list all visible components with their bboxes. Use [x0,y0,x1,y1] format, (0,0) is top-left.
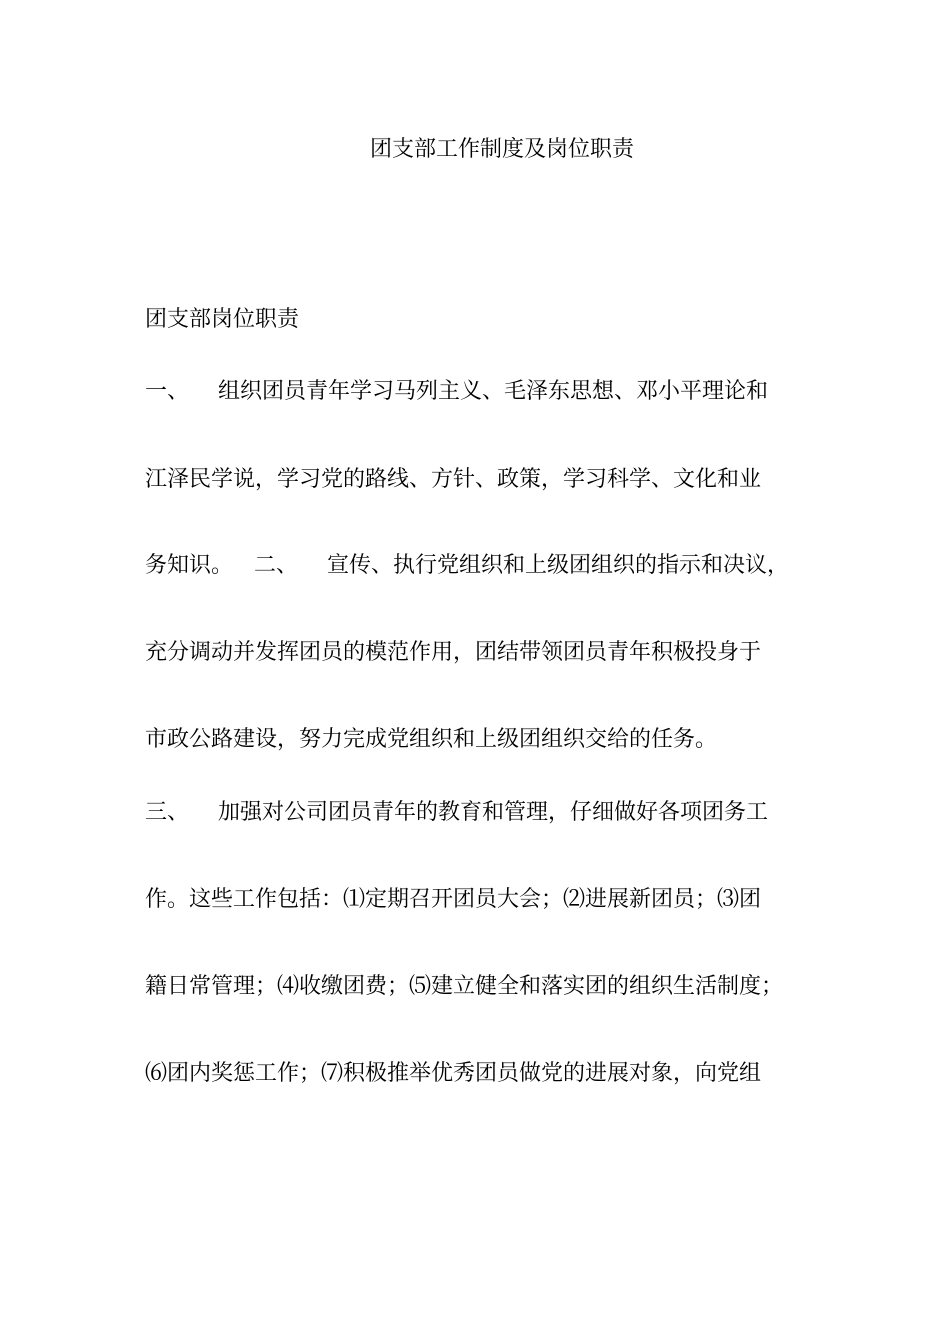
paragraph-line [145,797,768,829]
document-title: 团支部工作制度及岗位职责 [369,137,634,162]
line-text: 江泽民学说，学习党的路线、方针、政策，学习科学、文化和业 [145,467,762,492]
line-text: 加强对公司团员青年的教育和管理，仔细做好各项团务工 [218,800,769,825]
paragraph-line [145,1058,761,1090]
section-heading: 团支部岗位职责 [145,307,300,332]
item-number: 三、 [145,800,190,825]
line-text: 宣传、执行党组织和上级团组织的指示和决议， [327,553,790,578]
line-text: 充分调动并发挥团员的模范作用，团结带领团员青年积极投身于 [145,640,762,665]
line-text: 籍日常管理；⑷收缴团费；⑸建立健全和落实团的组织生活制度； [145,974,784,999]
item-number: 一、 [145,379,190,404]
paragraph-line [145,637,761,669]
line-text: 市政公路建设，努力完成党组织和上级团组织交给的任务。 [145,727,718,752]
paragraph-line [145,724,717,756]
line-text: 组织团员青年学习马列主义、毛泽东思想、邓小平理论和 [218,379,769,404]
line-text: 务知识。 [145,553,234,578]
item-number: 二、 [254,553,299,578]
paragraph-line [145,464,761,496]
line-text: 作。这些工作包括：⑴定期召开团员大会；⑵进展新团员；⑶团 [145,887,762,912]
paragraph-line [145,971,783,1003]
paragraph-line [145,884,761,916]
line-text: ⑹团内奖惩工作；⑺积极推举优秀团员做党的进展对象，向党组 [145,1061,762,1086]
paragraph-line [145,550,789,582]
paragraph-line [145,376,768,408]
